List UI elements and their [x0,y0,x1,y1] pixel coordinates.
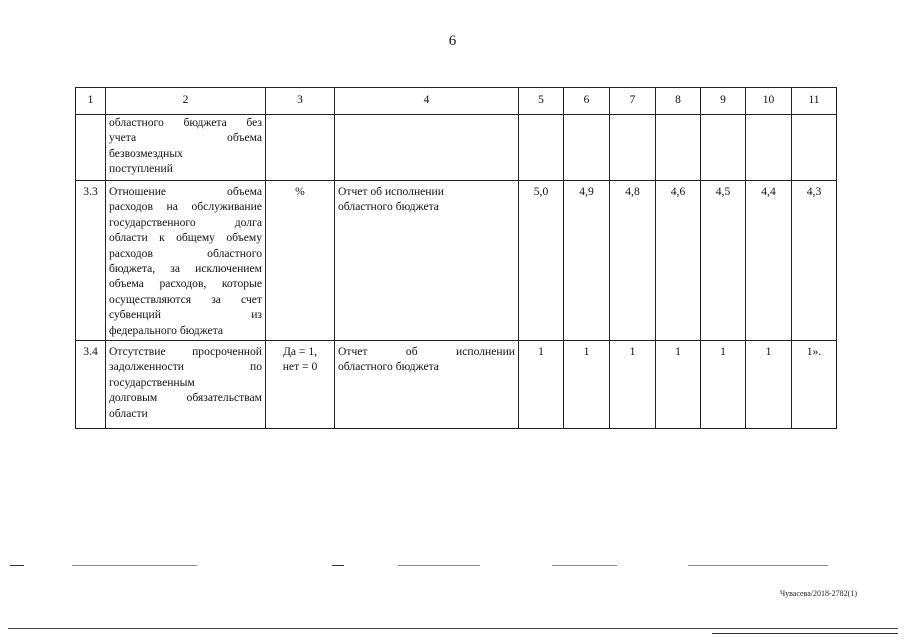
text-line: долговым обязательствам [109,391,262,405]
text-line: безвозмездных [109,146,183,160]
value-cell: 1 [746,341,792,429]
document-code: Чувасева/2018-2782(1) [779,589,857,598]
text-line: бюджета, за исключением [109,262,262,276]
value-cell: 4,9 [564,181,610,341]
text-line: государственным [109,375,195,389]
text-line: области [109,406,148,420]
value-cell: 1 [701,341,746,429]
source-cell [335,181,519,341]
separator-line [332,565,344,566]
separator-line [688,565,828,566]
text-line: Отчет об исполнении [338,345,515,358]
text-line: Да = 1, [282,345,318,358]
text-line: федерального бюджета [109,323,224,337]
header-col-9: 9 [701,88,746,115]
header-col-5: 5 [519,88,564,115]
table-row-continuation [76,115,837,181]
indicator-name-cell [106,115,266,181]
text-line: Отчет об исполнении [338,185,444,198]
text-line: областного бюджета [338,360,439,374]
value-cell [610,115,656,181]
row-num-cell [76,115,106,181]
value-cell: 4,3 [792,181,837,341]
separator-line [552,565,617,566]
value-cell: 5,0 [519,181,564,341]
value-cell: 4,5 [701,181,746,341]
table-row-3-4 [76,341,837,429]
value-cell: 1 [656,341,701,429]
unit-cell [266,341,335,429]
page-number: 6 [448,33,457,49]
text-line: объема расходов, которые [109,277,262,291]
separator-line [72,565,197,566]
indicator-name-cell [106,181,266,341]
value-cell [564,115,610,181]
value-cell: 1». [792,341,837,429]
source-cell [335,115,519,181]
text-line: субвенций из [109,308,262,322]
text-line: Отсутствие просроченной [109,345,262,358]
bottom-rule-right [712,633,898,634]
indicators-table [75,87,837,429]
table-header-row [76,88,837,115]
text-line: учета объема [109,131,262,145]
header-col-8: 8 [656,88,701,115]
text-line: Отношение объема [109,185,262,198]
separator-line [398,565,480,566]
indicator-name-cell [106,341,266,429]
value-cell: 4,6 [656,181,701,341]
text-line: поступлений [109,162,173,176]
separator-line [10,565,24,566]
value-cell [701,115,746,181]
header-col-10: 10 [746,88,792,115]
value-cell [792,115,837,181]
text-line: нет = 0 [282,360,318,374]
unit-cell [266,115,335,181]
header-col-6: 6 [564,88,610,115]
unit-cell: % [266,181,335,341]
value-cell [519,115,564,181]
text-line: области к общему объему [109,231,262,245]
text-line: расходов на обслуживание [109,200,262,214]
text-line: областного бюджета [338,200,439,214]
value-cell: 4,8 [610,181,656,341]
header-col-4: 4 [335,88,519,115]
text-line: государственного долга [109,215,262,229]
value-cell: 1 [519,341,564,429]
row-num-cell: 3.4 [76,341,106,429]
header-col-7: 7 [610,88,656,115]
bottom-rule [8,628,898,629]
header-col-1: 1 [76,88,106,115]
text-line: расходов областного [109,246,262,260]
source-cell [335,341,519,429]
value-cell: 4,4 [746,181,792,341]
text-line: задолженности по [109,360,262,374]
row-num-cell: 3.3 [76,181,106,341]
header-col-2: 2 [106,88,266,115]
text-line: областного бюджета без [109,116,262,129]
header-col-3: 3 [266,88,335,115]
table-row-3-3 [76,181,837,341]
value-cell [656,115,701,181]
value-cell [746,115,792,181]
value-cell: 1 [610,341,656,429]
value-cell: 1 [564,341,610,429]
text-line: осуществляются за счет [109,292,262,306]
header-col-11: 11 [792,88,837,115]
